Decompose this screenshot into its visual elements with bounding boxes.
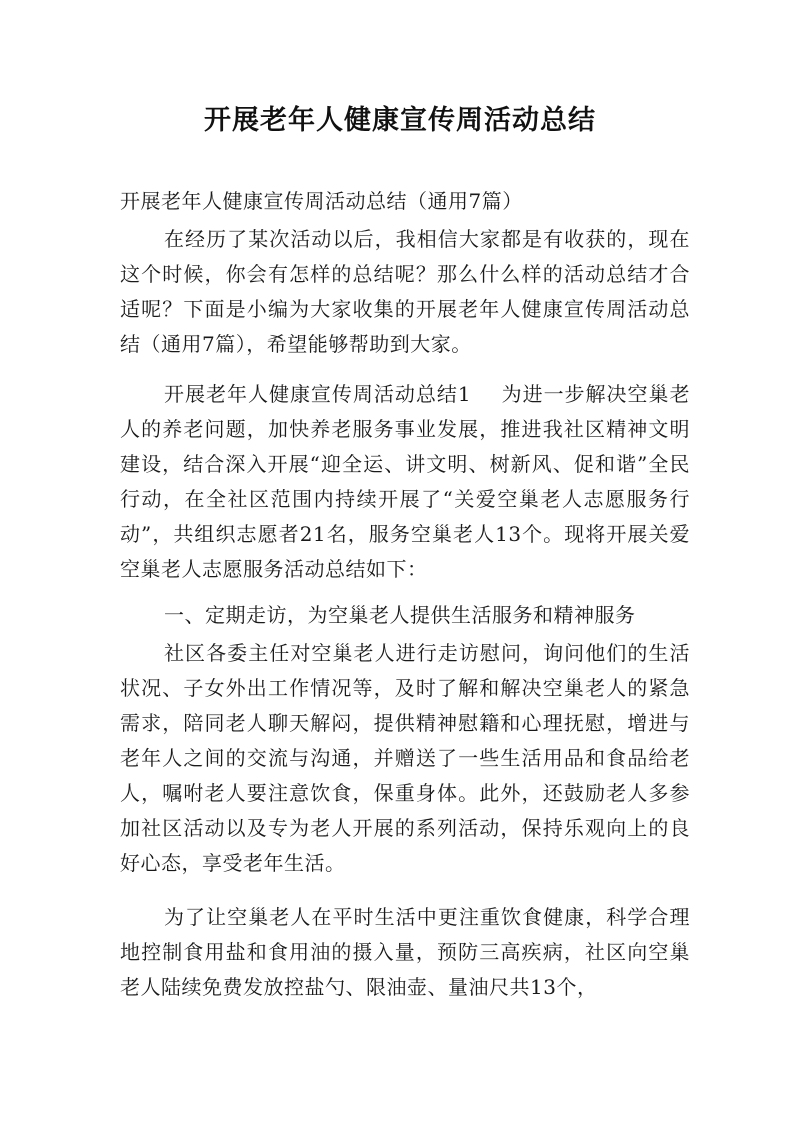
paragraph-5: 为了让空巢老人在平时生活中更注重饮食健康，科学合理地控制食用盐和食用油的摄入量，预防三高疾病，社区向空巢老人陆续免费发放控盐勺、限油壶、量油尺共13个， [120,905,690,999]
point1-heading: 一、定期走访，为空巢老人提供生活服务和精神服务 [164,603,636,627]
section1-heading: 开展老年人健康宣传周活动总结1 [164,382,472,406]
point1-paragraph: 社区各委主任对空巢老人进行走访慰问，询问他们的生活状况、子女外出工作情况等，及时了解和解决空巢老人的紧急需求，陪同老人聊天解闷，提供精神慰籍和心理抚慰，增进与老年人之间的交流与沟通，并赠送了一些生活用品和食品给老人，嘱咐老人要注意饮食，保重身体。此外，还鼓励老人多参加社区活动以及专为老人开展的系列活动，保持乐观向上的良好心态，享受老年生活。 [120,641,690,875]
section1-paragraph [120,377,690,587]
intro-paragraph: 在经历了某次活动以后，我相信大家都是有收获的，现在这个时候，你会有怎样的总结呢？那么什么样的活动总结才合适呢？下面是小编为大家收集的开展老年人健康宣传周活动总结（通用7篇），希望能够帮助到大家。 [120,227,690,356]
document-subtitle: 开展老年人健康宣传周活动总结（通用7篇） [120,189,523,213]
document-title: 开展老年人健康宣传周活动总结 [204,105,596,136]
section1-text: 为进一步解决空巢老人的养老问题，加快养老服务事业发展，推进我社区精神文明建设，结合深入开展“迎全运、讲文明、树新风、促和谐”全民行动，在全社区范围内持续开展了“关爱空巢老人志愿服务行动”，共组织志愿者21名，服务空巢老人13个。现将开展关爱空巢老人志愿服务活动总结如下： [120,382,691,581]
